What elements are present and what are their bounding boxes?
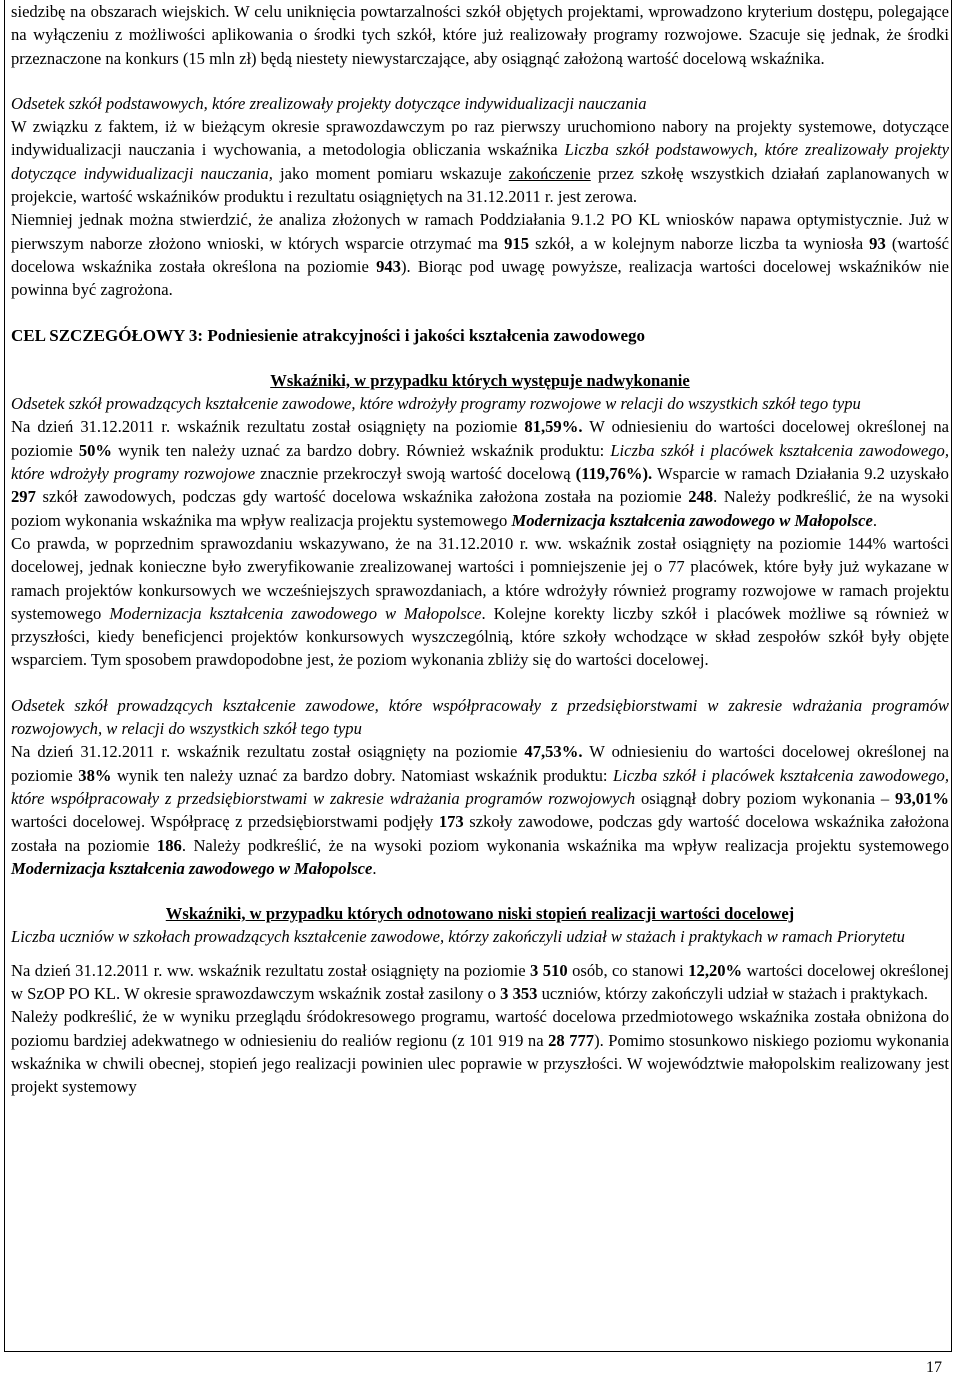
indicator-title-internships: Liczba uczniów w szkołach prowadzących kształcenie zawodowe, którzy zakończyli udział w stażach i praktykach w ramach Priorytetu — [11, 927, 905, 947]
section-heading-goal-3: CEL SZCZEGÓŁOWY 3: Podniesienie atrakcyjności i jakości kształcenia zawodowego — [11, 325, 646, 345]
subheading-overperformance: Wskaźniki, w przypadku których występuje nadwykonanie — [270, 370, 690, 390]
paragraph-primary-schools-1: W związku z faktem, iż w bieżącym okresie sprawozdawczym po raz pierwszy uruchomiono nabory na projekty systemowe, dotyczące indywidualizacji nauczania i wychowania, a metodologia obliczania wskaźnika Liczba szkół podstawowych, które zrealizowały projekty dotyczące indywidualizacji nauczania, jako moment pomiaru wskazuje zakończenie przez szkołę wszystkich działań zaplanowanych w projekcie, wartość wskaźników produktu i rezultatu osiągniętych na 31.12.2011 r. jest zerowa. — [11, 117, 950, 207]
paragraph-business-cooperation: Na dzień 31.12.2011 r. wskaźnik rezultatu został osiągnięty na poziomie 47,53%. W odniesieniu do wartości docelowej określonej na poziomie 38% wynik ten należy uznać za bardzo dobry. Natomiast wskaźnik produktu: Liczba szkół i placówek kształcenia zawodowego, które współpracowały z przedsiębiorstwami w zakresie wdrażania programów rozwojowych osiągnął dobry poziom wykonania – 93,01% wartości docelowej. Współpracę z przedsiębiorstwami podjęły 173 szkoły zawodowe, podczas gdy wartość docelowa wskaźnika założona została na poziomie 186. Należy podkreślić, że na wysoki poziom wykonania wskaźnika ma wpływ realizacja projektu systemowego Modernizacja kształcenia zawodowego w Małopolsce. — [11, 742, 949, 878]
subheading-low-realization: Wskaźniki, w przypadku których odnotowano niski stopień realizacji wartości docelowej — [165, 904, 795, 924]
paragraph-vocational-programs-2: Co prawda, w poprzednim sprawozdaniu wskazywano, że na 31.12.2010 r. ww. wskaźnik został osiągnięty na poziomie 144% wartości docelowej, jednak konieczne było zweryfikowanie zrealizowanej wartości i pomniejszenie jej o 77 placówek, które były już wykazane w ramach projektów konkursowych we wcześniejszych sprawozdaniach, a które wdrożyły również programy rozwojowe w ramach projektu systemowego Modernizacja kształcenia zawodowego w Małopolsce. Kolejne korekty liczby szkół i placówek możliwe są również w przyszłości, kiedy beneficjenci projektów konkursowych wyszczególnią, które szkoły wchodzące w skład zespołów szkół były objęte wsparciem. Tym sposobem prawdopodobne jest, że poziom wykonania zbliży się do wartości docelowej. — [11, 533, 950, 670]
indicator-title-primary-schools: Odsetek szkół podstawowych, które zrealizowały projekty dotyczące indywidualizacji nauczania — [11, 93, 647, 113]
paragraph-primary-schools-2: Niemniej jednak można stwierdzić, że analiza złożonych w ramach Poddziałania 9.1.2 PO KL wniosków napawa optymistycznie. Już w pierwszym naborze złożono wnioski, w których wsparcie otrzymać ma 915 szkół, a w kolejnym naborze liczba ta wyniosła 93 (wartość docelowa wskaźnika została określona na poziomie 943). Biorąc pod uwagę powyższe, realizacja wartości docelowej wskaźników nie powinna być zagrożona. — [11, 210, 949, 300]
document-body — [11, 0, 949, 1098]
paragraph-internships-1: Na dzień 31.12.2011 r. ww. wskaźnik rezultatu został osiągnięty na poziomie 3 510 osób, co stanowi 12,20% wartości docelowej określonej w SzOP PO KL. W okresie sprawozdawczym wskaźnik został zasilony o 3 353 uczniów, którzy zakończyli udział w stażach i praktykach. — [11, 960, 950, 1003]
indicator-title-vocational-programs: Odsetek szkół prowadzących kształcenie zawodowe, które wdrożyły programy rozwojowe w relacji do wszystkich szkół tego typu — [11, 394, 861, 414]
indicator-title-business-cooperation: Odsetek szkół prowadzących kształcenie zawodowe, które współpracowały z przedsiębiorstwami w zakresie wdrażania programów rozwojowych, w relacji do wszystkich szkół tego typu — [11, 695, 949, 739]
paragraph-internships-2: Należy podkreślić, że w wyniku przeglądu śródokresowego programu, wartość docelowa przedmiotowego wskaźnika została obniżona do poziomu bardziej adekwatnego w odniesieniu do realiów regionu (z 101 919 na 28 777). Pomimo stosunkowo niskiego poziomu wykonania wskaźnika w chwili obecnej, stopień jego realizacji powinien ulec poprawie w przyszłości. W województwie małopolskim realizowany jest projekt systemowy — [11, 1007, 949, 1097]
paragraph-vocational-programs-1: Na dzień 31.12.2011 r. wskaźnik rezultatu został osiągnięty na poziomie 81,59%. W odniesieniu do wartości docelowej określonej na poziomie 50% wynik ten należy uznać za bardzo dobry. Również wskaźnik produktu: Liczba szkół i placówek kształcenia zawodowego, które wdrożyły programy rozwojowe znacznie przekroczył swoją wartość docelową (119,76%). Wsparcie w ramach Działania 9.2 uzyskało 297 szkół zawodowych, podczas gdy wartość docelowa wskaźnika założona została na poziomie 248. Należy podkreślić, że na wysoki poziom wykonania wskaźnika ma wpływ realizacja projektu systemowego Modernizacja kształcenia zawodowego w Małopolsce. — [11, 417, 949, 530]
paragraph-intro: siedzibę na obszarach wiejskich. W celu uniknięcia powtarzalności szkół objętych projektami, wprowadzono kryterium dostępu, polegające na wyłączeniu z możliwości aplikowania o środki tych szkół, które już realizowały programy rozwojowe. Szacuje się jednak, że środki przeznaczone na konkurs (15 mln zł) będą niestety niewystarczające, aby osiągnąć założoną wartość docelową wskaźnika. — [11, 2, 949, 68]
page-number: 17 — [926, 1359, 942, 1376]
